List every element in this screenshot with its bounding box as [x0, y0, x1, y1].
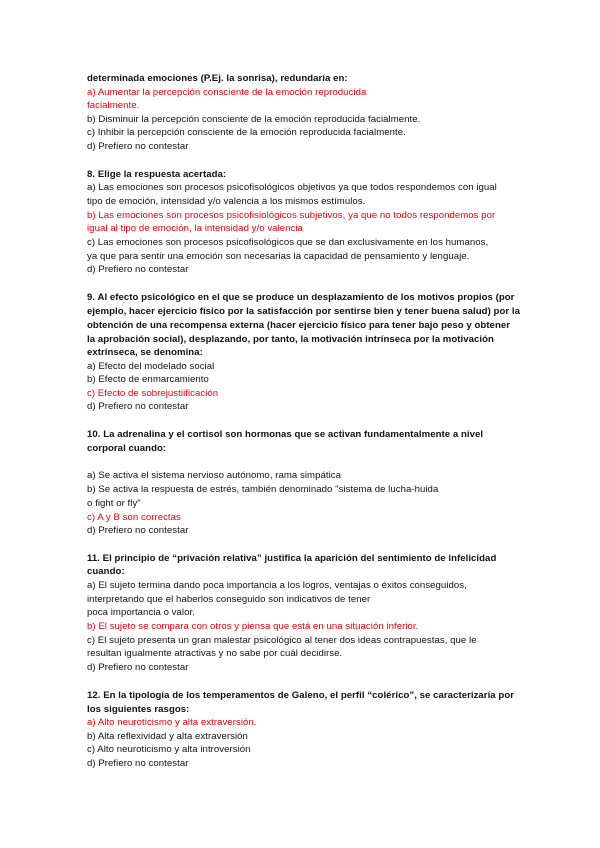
question-10-stem: 10. La adrenalina y el cortisol son hormonas que se activan fundamentalmente a nivel [87, 429, 484, 440]
question-12-option-b: b) Alta reflexividad y alta extraversión [87, 731, 248, 742]
question-9-stem: 9. Al efecto psicológico en el que se produce un desplazamiento de los motivos propios (por [87, 292, 515, 303]
question-7-stem: determinada emociones (P.Ej. la sonrisa), redundaría en: [87, 73, 348, 84]
question-12-option-d: d) Prefiero no contestar [87, 758, 189, 769]
question-8-option-a: a) Las emociones son procesos psicofisológicos objetivos ya que todos respondemos con igual [87, 182, 497, 193]
question-9-stem: ejemplo, hacer ejercicio físico por la satisfacción por sentirse bien y tener buena salud) por la [87, 306, 520, 317]
question-9-stem: obtención de una recompensa externa (hacer ejercicio físico para tener bajo peso y obtener [87, 320, 511, 331]
question-8-option-c: c) Las emociones son procesos psicofisológicos que se dan exclusivamente en los humanos, [87, 237, 489, 248]
question-11-option-a: interpretando que el haberlos conseguido son indicativos de tener [87, 594, 371, 605]
question-7-option-a-correct: a) Aumentar la percepción consciente de la emoción reproducida [87, 87, 367, 98]
question-8-option-a: tipo de emoción, intensidad y/o valencia a los mismos estímulos. [87, 196, 366, 207]
question-8-stem: 8. Elige la respuesta acertada: [87, 169, 227, 180]
question-8-option-b-correct: igual al tipo de emoción, la intensidad y/o valencia [87, 223, 303, 234]
question-7-option-c: c) Inhibir la percepción consciente de la emoción reproducida facialmente. [87, 127, 406, 138]
question-8-option-d: d) Prefiero no contestar [87, 264, 189, 275]
question-11-option-d: d) Prefiero no contestar [87, 662, 189, 673]
question-12-stem: los siguientes rasgos: [87, 704, 190, 715]
question-7-option-d: d) Prefiero no contestar [87, 141, 189, 152]
question-12-stem: 12. En la tipología de los temperamentos de Galeno, el perfil “colérico”, se caracterizaría por [87, 690, 515, 701]
question-9-stem: extrínseca, se denomina: [87, 347, 203, 358]
question-9-option-d: d) Prefiero no contestar [87, 401, 189, 412]
question-10-option-a: a) Se activa el sistema nervioso autónomo, rama simpática [87, 470, 341, 481]
question-12-option-a-correct: a) Alto neuroticismo y alta extraversión. [87, 717, 257, 728]
question-11-option-c: resultan igualmente atractivas y no sabe por cuál decidirse. [87, 648, 343, 659]
question-10-option-c-correct: c) A y B son correctas [87, 512, 181, 523]
question-8-option-c: ya que para sentir una emoción son necesarias la capacidad de pensamiento y lenguaje. [87, 251, 470, 262]
question-11-option-c: c) El sujeto presenta un gran malestar psicológico al tener dos ideas contrapuestas, que le [87, 635, 477, 646]
question-9-option-a: a) Efecto del modelado social [87, 361, 215, 372]
question-9-option-b: b) Efecto de enmarcamiento [87, 374, 209, 385]
question-10-option-b: b) Se activa la respuesta de estrés, también denominado "sistema de lucha-huida [87, 484, 439, 495]
question-10-stem: corporal cuando: [87, 443, 167, 454]
question-7-option-a-correct: facialmente. [87, 100, 140, 111]
question-7-option-b: b) Disminuir la percepción consciente de la emoción reproducida facialmente. [87, 114, 421, 125]
question-11-option-b-correct: b) El sujeto se compara con otros y piensa que está en una situación inferior. [87, 621, 419, 632]
question-9-option-c-correct: c) Efecto de sobrejustiificación [87, 388, 219, 399]
question-10-option-d: d) Prefiero no contestar [87, 525, 189, 536]
question-11-stem: cuando: [87, 566, 125, 577]
question-11-stem: 11. El principio de “privación relativa” justifica la aparición del sentimiento de infelicidad [87, 553, 497, 564]
question-11-option-a: poca importancia o valor. [87, 607, 195, 618]
question-9-stem: la aprobación social), desplazando, por tanto, la motivación intrínseca por la motivación [87, 334, 494, 345]
question-12-option-c: c) Alto neuroticismo y alta introversión [87, 744, 251, 755]
question-11-option-a: a) El sujeto termina dando poca importancia a los logros, ventajas o éxitos conseguidos, [87, 580, 467, 591]
question-10-option-b: o fight or fly" [87, 498, 141, 509]
question-8-option-b-correct: b) Las emociones son procesos psicofisiológicos subjetivos, ya que no todos respondemos por [87, 210, 496, 221]
